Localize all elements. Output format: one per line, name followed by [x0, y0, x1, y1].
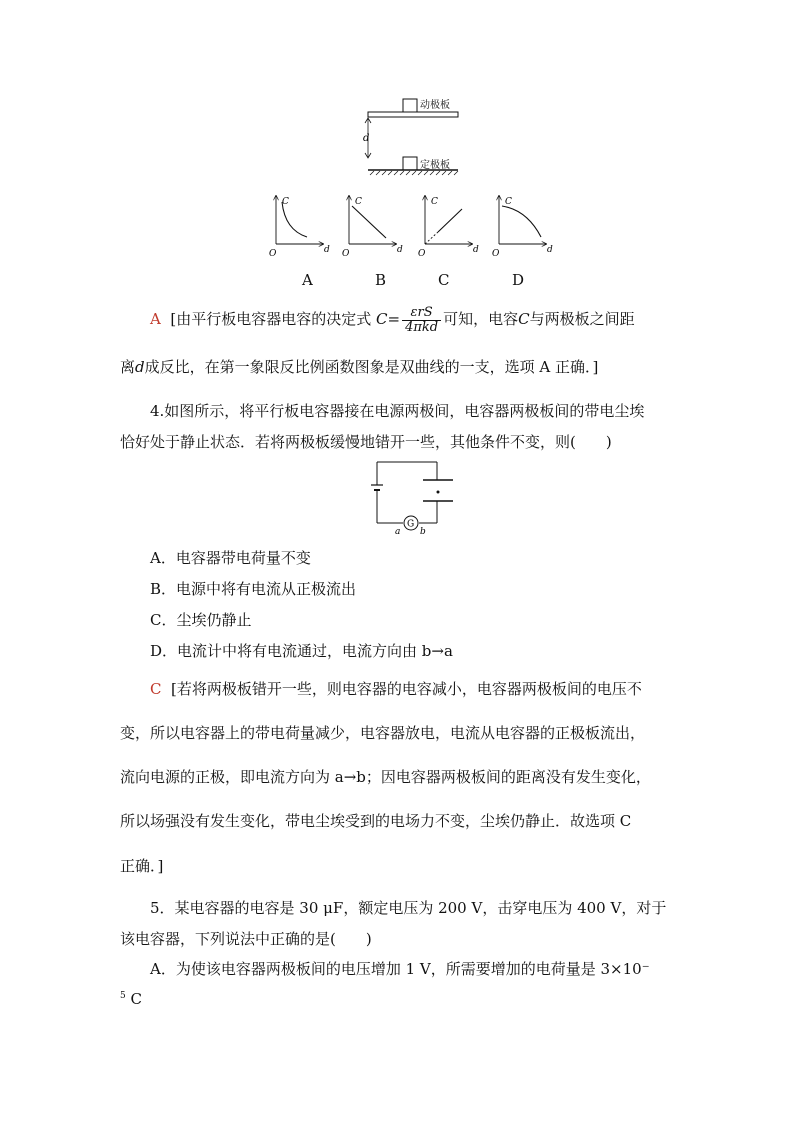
q5-stem-line1: 5．某电容器的电容是 30 μF，额定电压为 200 V，击穿电压为 400 V，对于 [150, 899, 667, 917]
q4-answer-line1: C [若将两极板错开一些，则电容器的电容减小，电容器两极板间的电压不 [150, 680, 642, 698]
svg-text:d: d [397, 245, 403, 255]
line-b [352, 206, 386, 238]
svg-text:C: C [505, 197, 512, 207]
graph-label-a: A [302, 271, 313, 289]
capacitor-plates-figure [360, 95, 470, 185]
svg-text:d: d [547, 245, 553, 255]
q4-option-b: B．电源中将有电流从正极流出 [150, 580, 357, 598]
cd-graphs [265, 192, 565, 260]
svg-text:C: C [431, 197, 438, 207]
graph-label-b: B [375, 271, 387, 289]
q4-answer-line5: 正确．] [120, 857, 164, 875]
q4-answer-letter: C [150, 680, 162, 698]
q3-answer-line2: 离d成反比，在第一象限反比例函数图象是双曲线的一支，选项 A 正确．] [120, 358, 599, 376]
fixed-plate-label: 定极板 [420, 160, 450, 171]
curve-a [282, 202, 307, 237]
q4-option-c: C．尘埃仍静止 [150, 611, 252, 629]
graph-label-c: C [438, 271, 450, 289]
q4-answer-line2: 变，所以电容器上的带电荷量减少，电容器放电，电流从电容器的正极板流出， [120, 724, 646, 742]
q4-option-d: D．电流计中将有电流通过，电流方向由 b→a [150, 642, 453, 660]
graph-c [418, 196, 479, 259]
distance-label: d [363, 133, 370, 144]
q4-option-a: A．电容器带电荷量不变 [150, 549, 311, 567]
svg-text:d: d [324, 245, 330, 255]
q5-option-a-line1: A．为使该电容器两极板间的电压增加 1 V，所需要增加的电荷量是 3×10⁻ [150, 960, 650, 978]
svg-text:b: b [420, 527, 426, 537]
circuit-diagram [365, 455, 465, 537]
q4-answer-line4: 所以场强没有发生变化，带电尘埃受到的电场力不变，尘埃仍静止．故选项 C [120, 812, 632, 830]
moving-plate [368, 112, 458, 117]
svg-text:O: O [418, 249, 426, 259]
galvanometer-label: G [407, 519, 415, 530]
svg-text:O: O [269, 249, 277, 259]
curve-d [502, 206, 541, 237]
q5-option-a-line2: $^5$ C [120, 990, 142, 1008]
moving-plate-label: 动极板 [420, 100, 450, 111]
q3-answer-letter: A [150, 310, 161, 328]
q5-stem-line2: 该电容器，下列说法中正确的是( ) [120, 930, 372, 948]
graph-label-d: D [512, 271, 525, 289]
q3-answer-line1: A [由平行板电容器电容的决定式 C= $\frac{\text{εrS}}{\text{4πkd}}$ 可知，电容C与两极板之间距 [150, 304, 635, 335]
svg-text:C: C [282, 197, 289, 207]
ground-hatch [370, 171, 458, 175]
svg-text:O: O [342, 249, 350, 259]
svg-text:a: a [395, 527, 401, 537]
dust-particle [437, 491, 440, 494]
svg-text:O: O [492, 249, 500, 259]
q4-stem-line2: 恰好处于静止状态．若将两极板缓慢地错开一些，其他条件不变，则( ) [120, 433, 612, 451]
fixed-plate-block [403, 157, 417, 170]
graph-a [269, 196, 330, 259]
capacitance-formula: $\frac{\text{εrS}}{\text{4πkd}}$ [402, 306, 441, 334]
q4-answer-line3: 流向电源的正极，即电流方向为 a→b；因电容器两极板间的距离没有发生变化， [120, 768, 651, 786]
q4-stem-line1: 4.如图所示，将平行板电容器接在电源两极间，电容器两极板间的带电尘埃 [150, 402, 645, 420]
graph-d [492, 196, 553, 259]
graph-b [342, 196, 403, 259]
line-c [438, 209, 462, 232]
moving-plate-block [403, 99, 417, 112]
svg-text:d: d [473, 245, 479, 255]
svg-text:C: C [355, 197, 362, 207]
